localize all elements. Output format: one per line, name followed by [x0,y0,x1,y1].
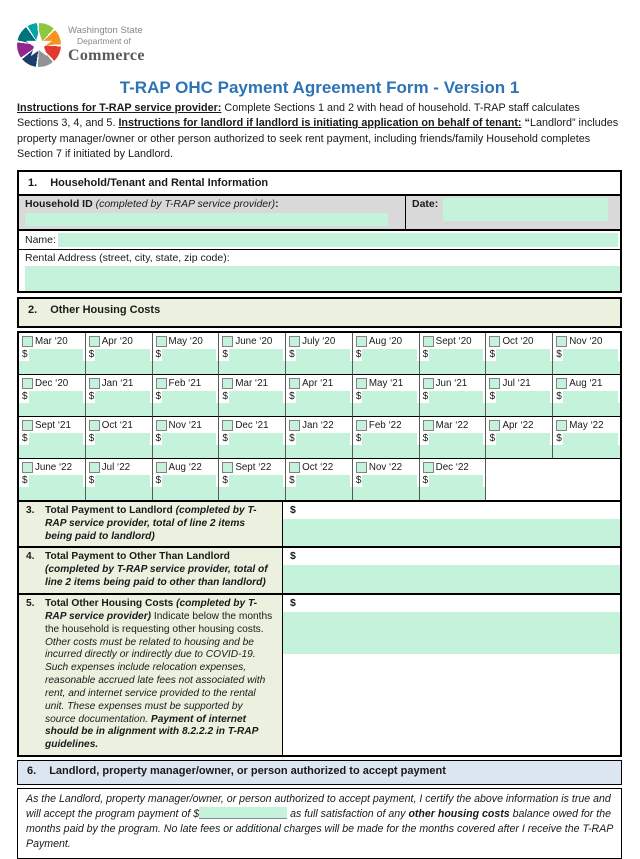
currency-symbol: $ [556,432,562,444]
section-4-amount-cell [283,548,620,593]
certification-bold: other housing costs [408,807,510,820]
section-4-number: 4. [26,551,35,563]
month-amount-input[interactable] [286,445,352,458]
month-cell [553,374,620,416]
month-checkbox[interactable] [222,420,233,431]
month-label: Apr ‘22 [502,420,534,432]
month-cell [286,416,353,458]
section-3-note: (completed by T-RAP service provider, total of line 2 items being paid to landlord) [45,504,257,542]
month-cell [286,374,353,416]
section-5-text-italic: Other costs must be related to housing and be incurred directly or indirectly due to COVID-19. Such expenses include relocation expenses, reasonable accrued late fees not associated with rent, and internet service provided to the rental unit. These expenses must be supported by source documentation. [45,636,266,725]
section-5-number: 5. [26,598,35,610]
month-checkbox[interactable] [556,420,567,431]
month-amount-input[interactable] [19,403,85,416]
month-cell [19,374,86,416]
month-checkbox[interactable] [22,336,33,347]
currency-symbol: $ [22,390,28,402]
section-5-text-regular: Indicate below the months the household is requesting other housing costs. [45,610,273,635]
currency-symbol: $ [355,348,362,360]
section-3-row [19,500,620,547]
month-checkbox[interactable] [156,462,167,473]
currency-symbol: $ [88,432,95,444]
currency-symbol: $ [422,432,429,444]
month-checkbox[interactable] [22,462,33,473]
month-label: Sept ‘22 [235,462,272,474]
month-amount-input[interactable] [286,487,352,500]
month-checkbox[interactable] [156,336,167,347]
section-3-title: Total Payment to Landlord [45,504,176,516]
month-amount-input[interactable] [420,403,486,416]
month-amount-input[interactable] [353,445,419,458]
month-amount-input[interactable] [95,391,149,403]
month-amount-input[interactable] [553,445,620,458]
month-label: June ‘22 [35,462,73,474]
month-amount-input[interactable] [429,433,483,445]
month-checkbox[interactable] [423,336,434,347]
month-cell [19,458,86,500]
month-label: May ‘21 [368,378,404,390]
month-amount-input[interactable] [29,475,83,487]
month-amount-input[interactable] [219,403,285,416]
month-grid [19,333,620,500]
currency-symbol: $ [556,348,562,360]
date-input[interactable] [443,198,608,221]
currency-symbol: $ [88,348,95,360]
month-cell [353,416,420,458]
month-cell [219,458,286,500]
month-checkbox[interactable] [423,462,434,473]
month-label: Sept ‘21 [35,420,71,432]
month-amount-input[interactable] [219,445,285,458]
month-checkbox[interactable] [89,378,100,389]
month-amount-input[interactable] [29,391,83,403]
month-checkbox[interactable] [489,378,500,389]
month-label: Dec ‘20 [35,378,69,390]
month-amount-input[interactable] [296,349,350,361]
section-2-number: 2. [28,303,38,316]
month-amount-input[interactable] [420,445,486,458]
month-checkbox[interactable] [22,378,33,389]
logo-text [68,26,145,64]
month-label: Mar ‘21 [235,378,268,390]
commerce-logo [17,20,622,70]
month-label: Apr ‘20 [101,336,133,348]
month-label: Jul ‘22 [101,462,131,474]
section-2-title: Other Housing Costs [50,303,161,316]
month-amount-input[interactable] [353,403,419,416]
currency-symbol: $ [556,390,562,402]
month-cell [420,374,487,416]
household-id-label [25,198,399,212]
month-amount-input[interactable] [296,433,350,445]
currency-symbol: $ [422,474,429,486]
month-label: Jan ‘22 [302,420,334,432]
section-1-title: Household/Tenant and Rental Information [50,177,269,190]
certification-text-3: balance owed for the months paid by the program. No late fees or additional charges will be made for the months covered after I receive the T-RAP Payment. [26,807,613,850]
currency-symbol: $ [290,597,296,610]
month-label: Apr ‘21 [302,378,334,390]
month-checkbox[interactable] [489,336,500,347]
currency-symbol: $ [290,503,296,516]
month-amount-input[interactable] [362,475,416,487]
month-amount-input[interactable] [362,349,416,361]
household-id-row [19,196,620,231]
month-checkbox[interactable] [356,462,367,473]
logo-line-1: Washington State [68,24,143,36]
section-3-amount-input[interactable] [283,519,620,547]
month-label: Jan ‘21 [101,378,134,390]
month-amount-input[interactable] [229,391,283,403]
month-cell [86,374,153,416]
section-4-title: Total Payment to Other Than Landlord [45,551,230,563]
month-amount-input[interactable] [353,487,419,500]
section-1-household-info [17,170,622,293]
logo-line-2: Department of [77,35,131,46]
month-amount-input[interactable] [153,361,219,374]
month-amount-input[interactable] [496,433,550,445]
month-amount-input[interactable] [362,433,416,445]
month-amount-input[interactable] [296,475,350,487]
section-5-row [19,593,620,755]
month-cell [219,416,286,458]
month-amount-input[interactable] [563,349,618,361]
month-label: May ‘20 [168,336,203,348]
month-amount-input[interactable] [362,391,416,403]
currency-symbol: $ [489,348,495,360]
currency-symbol: $ [222,390,228,402]
month-amount-input[interactable] [229,349,283,361]
instructions-provider-label: Instructions for T-RAP service provider: [17,102,222,114]
section-5-amount-input[interactable] [283,612,620,654]
month-amount-input[interactable] [162,433,216,445]
month-amount-input[interactable] [219,487,285,500]
rental-address-input[interactable] [25,266,620,291]
month-cell [19,416,86,458]
month-label: Nov ‘20 [569,336,603,348]
month-label: Oct ‘21 [101,420,133,432]
month-label: Feb ‘22 [368,420,402,432]
month-checkbox[interactable] [289,462,300,473]
month-checkbox[interactable] [356,336,367,347]
month-amount-input[interactable] [95,433,149,445]
instructions-landlord-label: Instructions for landlord if landlord is initiating application on behalf of tenant: [118,117,522,130]
logo-wheel-icon [17,23,61,67]
section-4-row [19,546,620,593]
month-checkbox[interactable] [89,336,100,347]
currency-symbol: $ [355,390,362,402]
name-row [19,231,620,250]
month-amount-input[interactable] [229,475,283,487]
date-cell [406,196,620,229]
household-id-note: (completed by T-RAP service provider) [95,198,276,211]
month-cell [153,416,220,458]
month-cell [153,374,220,416]
section-5-amount-cell [283,595,620,755]
month-amount-input[interactable] [553,361,620,374]
month-amount-input[interactable] [229,433,283,445]
certification-paragraph [17,788,622,859]
month-cell [353,374,420,416]
month-amount-input[interactable] [162,349,216,361]
month-cell [420,458,487,500]
section-3-amount-cell [283,502,620,547]
certification-text-2: as full satisfaction of any [287,807,409,820]
currency-symbol: $ [22,432,28,444]
section-1-number: 1. [28,177,38,190]
month-amount-input[interactable] [162,391,216,403]
month-cell [353,458,420,500]
month-amount-input[interactable] [563,391,618,403]
section-3-label-cell [19,502,283,547]
month-cell [353,333,420,374]
section-6-number: 6. [27,765,37,778]
household-id-label-bold: Household ID [25,198,96,211]
section-2-body [17,331,622,757]
month-amount-input[interactable] [86,403,152,416]
name-input[interactable] [58,233,618,247]
month-amount-input[interactable] [19,361,85,374]
section-6-header-box [17,760,622,785]
month-checkbox[interactable] [222,462,233,473]
month-amount-input[interactable] [429,391,483,403]
logo-star-icon: ★ [23,26,55,64]
section-2-header-box [17,297,622,328]
month-cell [286,333,353,374]
month-label: Nov ‘22 [368,462,403,474]
month-cell [86,458,153,500]
month-cell [420,333,487,374]
month-label: Nov ‘21 [168,420,202,432]
section-4-note: (completed by T-RAP service provider, total of line 2 items being paid to other than landlord) [45,564,268,589]
month-amount-input[interactable] [19,487,85,500]
page-title: T-RAP OHC Payment Agreement Form - Version 1 [119,78,520,97]
month-amount-input[interactable] [429,349,483,361]
instructions-paragraph [17,101,622,162]
month-checkbox[interactable] [556,336,567,347]
month-checkbox[interactable] [489,420,500,431]
month-amount-input[interactable] [496,349,550,361]
month-checkbox[interactable] [356,378,367,389]
currency-symbol: $ [489,390,495,402]
currency-symbol: $ [155,432,162,444]
logo-line-3: Commerce [68,46,145,64]
currency-symbol: $ [289,390,295,402]
month-checkbox[interactable] [289,336,300,347]
section-3-number: 3. [26,504,35,516]
month-cell [219,333,286,374]
section-1-header [19,172,620,196]
month-cell [153,458,220,500]
household-id-input[interactable] [25,213,388,226]
section-4-label-cell [19,548,283,593]
section-5-text-bold-italic: Payment of internet should be in alignment with 8.2.2.2 in T-RAP guidelines. [45,713,259,751]
month-cell [553,416,620,458]
section-3-text [45,505,275,544]
currency-symbol: $ [355,432,362,444]
section-4-text [45,551,275,590]
section-2-header [19,299,620,326]
instructions-landlord-text: Landlord” includes property manager/owner or other person authorized to seek rent payment, including friends/family Household completes Section 7 if initiated by Landlord. [17,117,619,160]
currency-symbol: $ [22,348,28,360]
empty-cell [486,458,620,500]
month-checkbox[interactable] [156,378,167,389]
month-label: June ‘20 [235,336,273,348]
month-checkbox[interactable] [89,420,100,431]
month-amount-input[interactable] [496,391,550,403]
rental-address-row [19,250,620,291]
month-amount-input[interactable] [486,403,552,416]
currency-symbol: $ [222,432,228,444]
month-amount-input[interactable] [19,445,85,458]
section-5-label-cell [19,595,283,755]
month-cell [486,416,553,458]
month-label: Mar ‘22 [435,420,469,432]
month-label: Dec ‘22 [435,462,469,474]
month-label: Sept ‘20 [435,336,472,348]
month-label: Jul ‘21 [502,378,531,390]
month-amount-input[interactable] [219,361,285,374]
currency-symbol: $ [289,474,295,486]
currency-symbol: $ [88,390,95,402]
month-checkbox[interactable] [289,420,300,431]
rental-address-label: Rental Address (street, city, state, zip code): [25,251,230,264]
currency-symbol: $ [489,432,495,444]
instructions-quote: “ [521,117,530,130]
month-checkbox[interactable] [89,462,100,473]
month-amount-input[interactable] [95,349,149,361]
currency-symbol: $ [355,474,362,486]
currency-symbol: $ [222,348,228,360]
month-amount-input[interactable] [286,403,352,416]
month-amount-input[interactable] [86,487,152,500]
section-6-title: Landlord, property manager/owner, or person authorized to accept payment [49,765,446,778]
month-checkbox[interactable] [356,420,367,431]
month-cell [19,333,86,374]
month-cell [86,416,153,458]
month-amount-input[interactable] [29,433,83,445]
currency-symbol: $ [290,550,296,563]
month-label: Aug ‘20 [368,336,403,348]
instructions-provider-text: Complete Sections 1 and 2 with head of household. T-RAP staff calculates Sections 3, 4, and 5. [17,102,580,130]
month-label: Oct ‘20 [502,336,534,348]
month-label: Feb ‘21 [168,378,202,390]
section-5-note: (completed by T-RAP service provider) [45,598,258,622]
currency-symbol: $ [422,390,429,402]
month-cell [86,333,153,374]
currency-symbol: $ [289,348,295,360]
month-amount-input[interactable] [353,361,419,374]
month-checkbox[interactable] [22,420,33,431]
household-id-cell [19,196,406,229]
month-checkbox[interactable] [222,378,233,389]
household-id-colon: : [275,198,279,211]
section-5-title: Total Other Housing Costs [45,598,177,610]
section-6-header [18,761,621,784]
month-cell [420,416,487,458]
month-label: May ‘22 [569,420,604,432]
month-amount-input[interactable] [153,445,219,458]
month-amount-input[interactable] [153,403,219,416]
month-amount-input[interactable] [153,487,219,500]
month-amount-input[interactable] [29,349,83,361]
month-amount-input[interactable] [486,445,552,458]
month-checkbox[interactable] [289,378,300,389]
certification-text-1: As the Landlord, property manager/owner, or person authorized to accept payment, I certify the above information is true and will accept the program payment of $ [26,793,611,820]
month-cell [553,333,620,374]
currency-symbol: $ [88,474,95,486]
month-checkbox[interactable] [423,420,434,431]
month-label: Aug ‘22 [168,462,202,474]
month-amount-input[interactable] [296,391,350,403]
month-amount-input[interactable] [486,361,552,374]
month-amount-input[interactable] [420,487,486,500]
date-label: Date: [412,198,439,211]
month-label: Jun ‘21 [435,378,468,390]
month-amount-input[interactable] [286,361,352,374]
month-cell [219,374,286,416]
month-amount-input[interactable] [553,403,620,416]
month-checkbox[interactable] [423,378,434,389]
name-label: Name: [25,233,56,246]
month-label: Oct ‘22 [302,462,334,474]
month-amount-input[interactable] [86,445,152,458]
currency-symbol: $ [422,348,429,360]
currency-symbol: $ [155,390,162,402]
currency-symbol: $ [155,348,162,360]
month-checkbox[interactable] [556,378,567,389]
month-label: Dec ‘21 [235,420,269,432]
month-label: July ‘20 [302,336,336,348]
month-amount-input[interactable] [563,433,618,445]
month-amount-input[interactable] [162,475,216,487]
month-cell [486,374,553,416]
currency-symbol: $ [289,432,295,444]
month-cell [486,333,553,374]
payment-amount-input[interactable] [199,807,287,819]
section-5-text [45,598,275,752]
currency-symbol: $ [22,474,28,486]
currency-symbol: $ [155,474,162,486]
currency-symbol: $ [222,474,228,486]
month-checkbox[interactable] [156,420,167,431]
month-checkbox[interactable] [222,336,233,347]
month-cell [286,458,353,500]
month-label: Aug ‘21 [569,378,603,390]
month-amount-input[interactable] [420,361,486,374]
section-4-amount-input[interactable] [283,565,620,593]
month-amount-input[interactable] [95,475,149,487]
month-cell [153,333,220,374]
month-label: Mar ‘20 [35,336,68,348]
month-amount-input[interactable] [86,361,152,374]
month-amount-input[interactable] [429,475,483,487]
